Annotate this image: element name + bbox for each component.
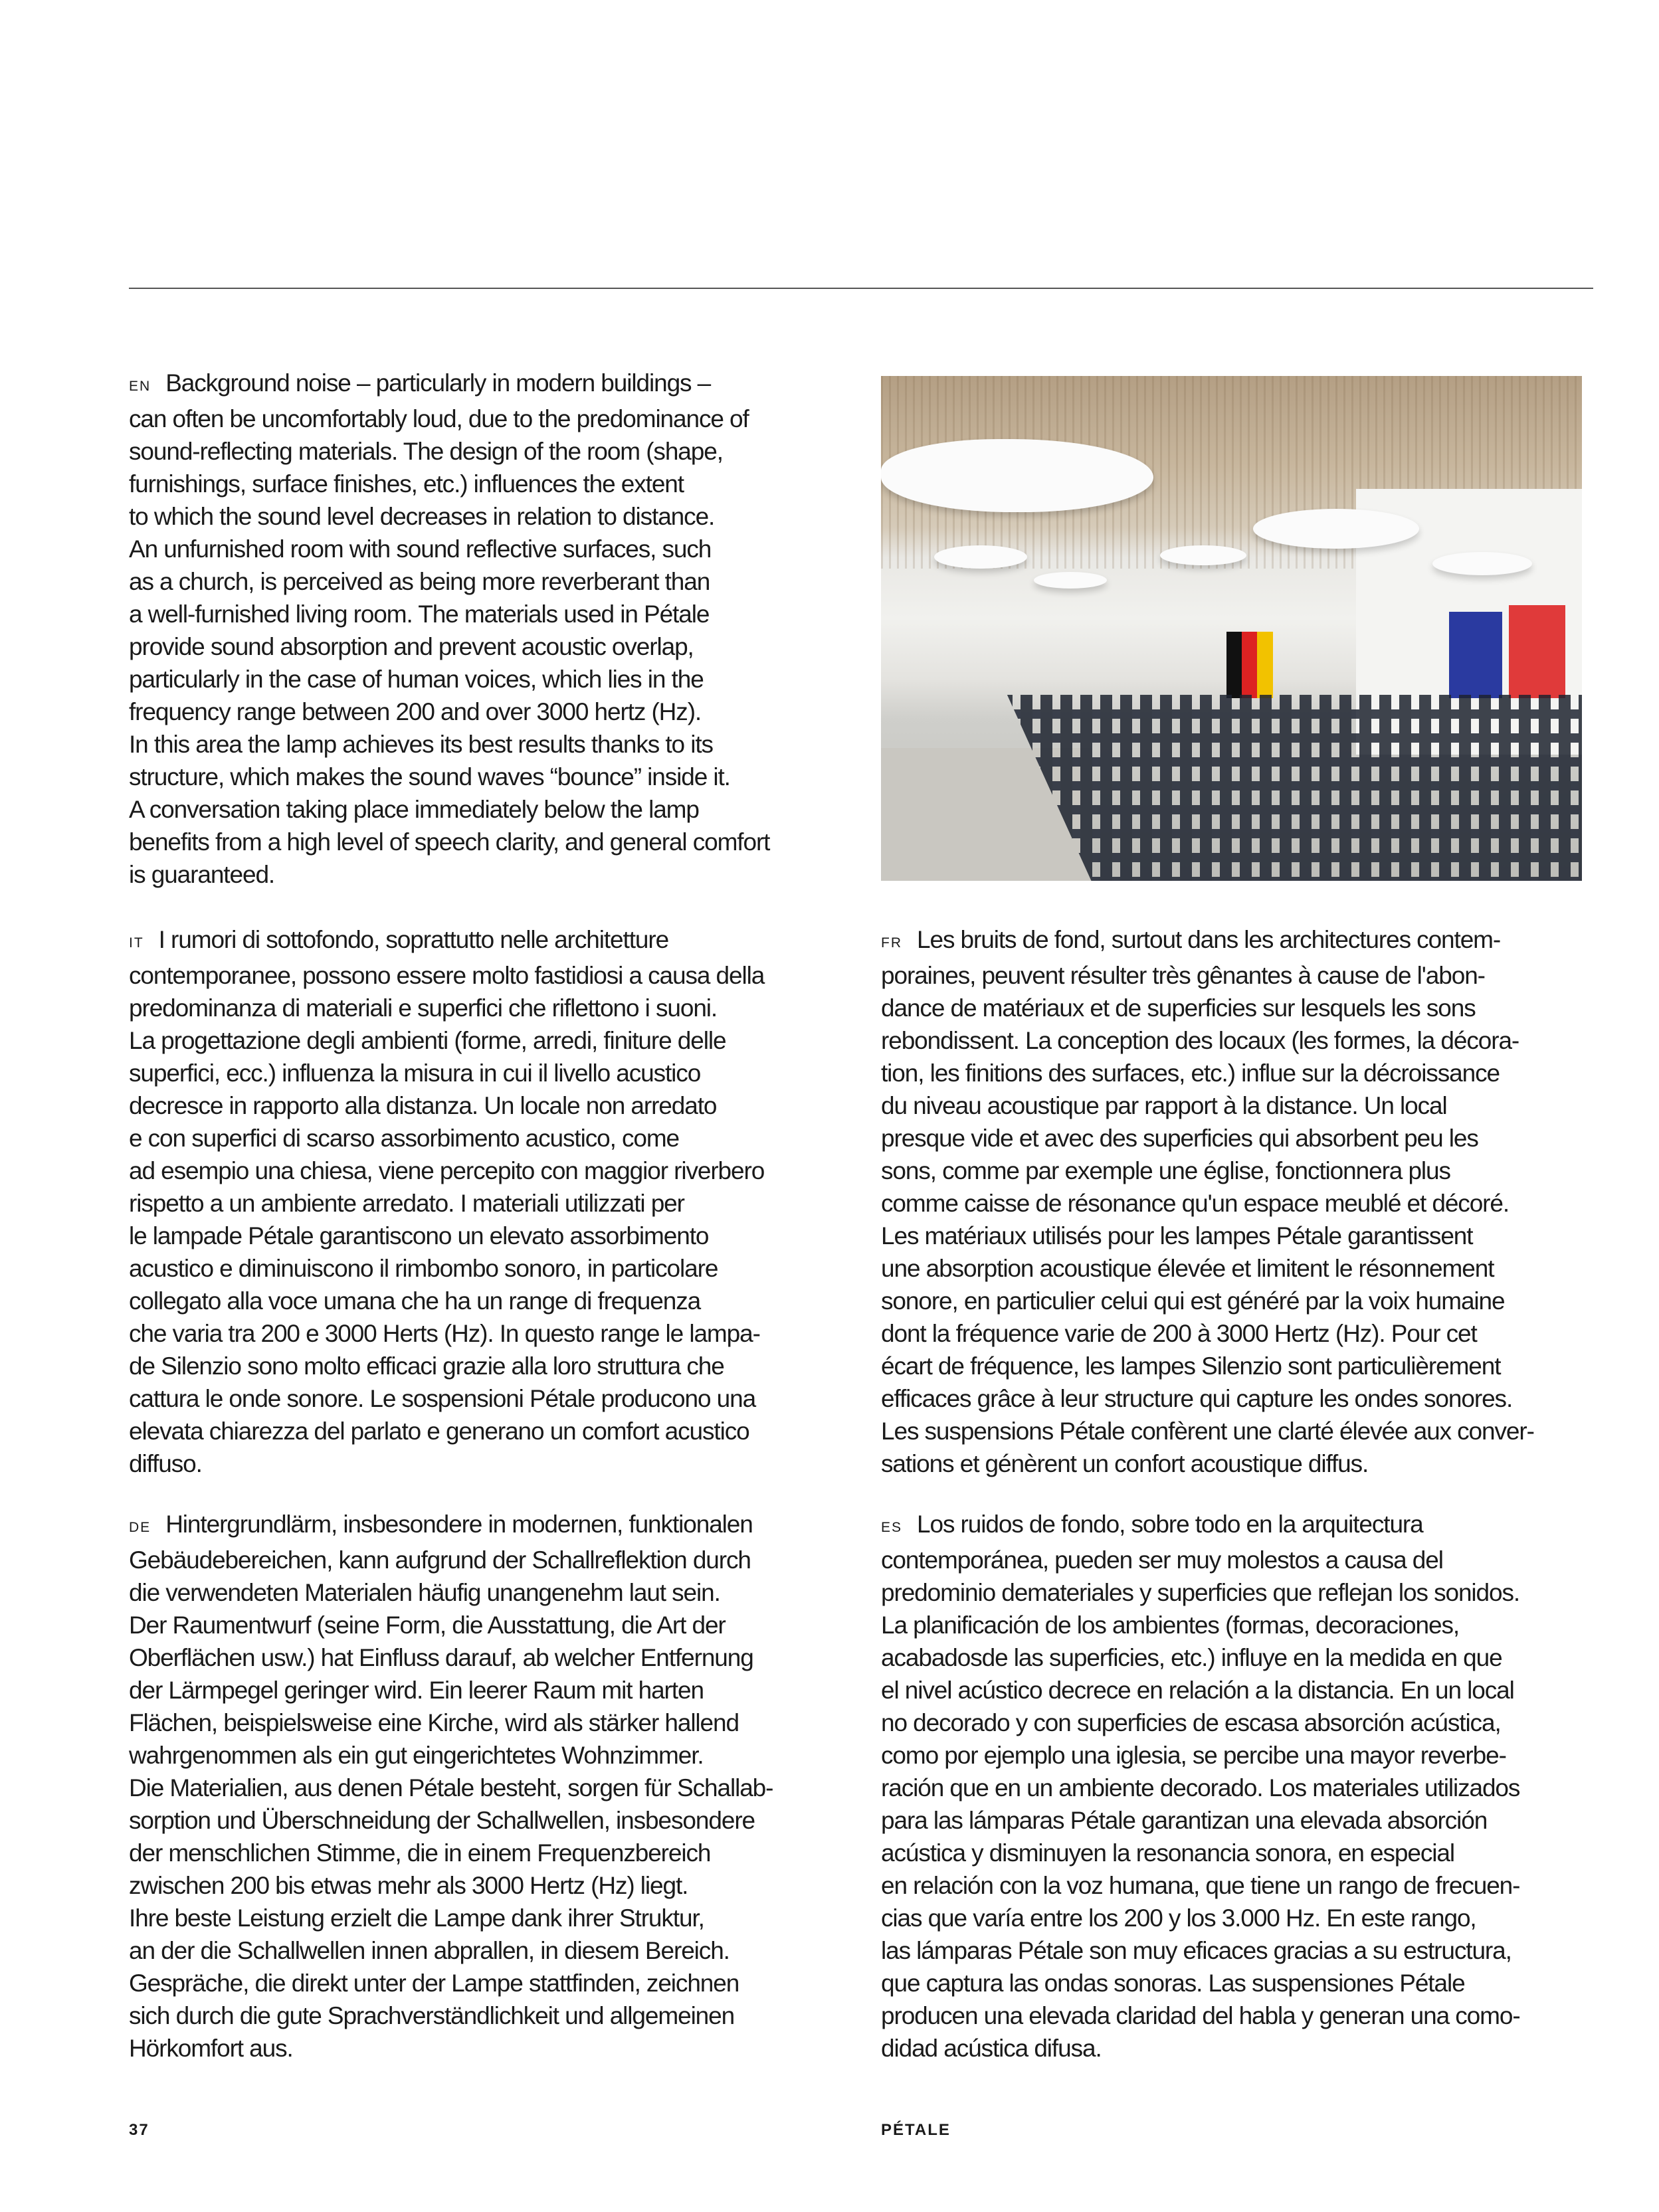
header-rule [129, 288, 1593, 289]
text-line: rebondissent. La conception des locaux (les formes, la décora- [881, 1027, 1519, 1054]
text-line: acabadosde las superficies, etc.) influye en la medida en que [881, 1644, 1502, 1671]
text-line: para las lámparas Pétale garantizan una elevada absorción [881, 1807, 1488, 1834]
text-line: to which the sound level decreases in relation to distance. [129, 503, 715, 530]
text-line: furnishings, surface finishes, etc.) influences the extent [129, 470, 684, 498]
text-line: une absorption acoustique élevée et limitent le résonnement [881, 1255, 1494, 1282]
text-line: as a church, is perceived as being more reverberant than [129, 568, 710, 595]
section-fr [881, 923, 1599, 1480]
text-line [129, 1508, 846, 1544]
text-line: el nivel acústico decrece en relación a la distancia. En un local [881, 1677, 1514, 1704]
text-line: acústica y disminuyen la resonancia sonora, en especial [881, 1839, 1454, 1867]
text-line: tion, les finitions des surfaces, etc.) influe sur la décroissance [881, 1060, 1500, 1087]
text-line: wahrgenommen als ein gut eingerichtetes Wohnzimmer. [129, 1742, 704, 1769]
text-line: ad esempio una chiesa, viene percepito con maggior riverbero [129, 1157, 765, 1184]
text-line: predominio demateriales y superficies que reflejan los sonidos. [881, 1579, 1520, 1606]
text-line: de Silenzio sono molto efficaci grazie alla loro struttura che [129, 1352, 724, 1380]
text-line-content: Los ruidos de fondo, sobre todo en la arquitectura [917, 1511, 1423, 1538]
text-line [881, 923, 1599, 959]
language-label: DE [129, 1520, 151, 1535]
text-line: efficaces grâce à leur structure qui capture les ondes sonores. [881, 1385, 1513, 1412]
text-line: sons, comme par exemple une église, fonctionnera plus [881, 1157, 1450, 1184]
text-line: diffuso. [129, 1450, 202, 1477]
petale-lamp [881, 439, 1153, 512]
section-en [129, 367, 846, 891]
text-line: La planificación de los ambientes (formas, decoraciones, [881, 1612, 1460, 1639]
text-line: a well-furnished living room. The materials used in Pétale [129, 600, 710, 628]
text-line: Der Raumentwurf (seine Form, die Ausstattung, die Art der [129, 1612, 726, 1639]
text-line: Gebäudebereichen, kann aufgrund der Schallreflektion durch [129, 1546, 751, 1574]
petale-lamp [1034, 572, 1107, 589]
conference-room-photo [881, 376, 1582, 881]
language-label: EN [129, 379, 151, 394]
text-line: le lampade Pétale garantiscono un elevato assorbimento [129, 1222, 709, 1249]
text-line: acustico e diminuiscono il rimbombo sonoro, in particolare [129, 1255, 718, 1282]
text-line: cias que varía entre los 200 y los 3.000 Hz. En este rango, [881, 1904, 1476, 1932]
text-line: las lámparas Pétale son muy eficaces gracias a su estructura, [881, 1937, 1512, 1964]
text-line: sations et génèrent un confort acoustique diffus. [881, 1450, 1369, 1477]
text-line: superfici, ecc.) influenza la misura in cui il livello acustico [129, 1060, 701, 1087]
text-line: Oberflächen usw.) hat Einfluss darauf, ab welcher Entfernung [129, 1644, 753, 1671]
text-line: Les matériaux utilisés pour les lampes Pétale garantissent [881, 1222, 1473, 1249]
text-line: elevata chiarezza del parlato e generano un comfort acustico [129, 1418, 749, 1445]
text-line: didad acústica difusa. [881, 2035, 1102, 2062]
text-line: rispetto a un ambiente arredato. I materiali utilizzati per [129, 1190, 684, 1217]
text-line: A conversation taking place immediately below the lamp [129, 796, 699, 823]
text-line: particularly in the case of human voices, which lies in the [129, 666, 704, 693]
text-line: Ihre beste Leistung erzielt die Lampe dank ihrer Struktur, [129, 1904, 704, 1932]
text-line: comme caisse de résonance qu'un espace meublé et décoré. [881, 1190, 1510, 1217]
text-line: is guaranteed. [129, 861, 275, 888]
page-number: 37 [129, 2121, 149, 2139]
text-line: sonore, en particulier celui qui est généré par la voix humaine [881, 1287, 1505, 1315]
text-line: du niveau acoustique par rapport à la distance. Un local [881, 1092, 1447, 1119]
text-line: collegato alla voce umana che ha un range di frequenza [129, 1287, 701, 1315]
running-title: PÉTALE [881, 2121, 951, 2139]
text-line: poraines, peuvent résulter très gênantes à cause de l'abon- [881, 962, 1485, 989]
text-line: In this area the lamp achieves its best results thanks to its [129, 731, 713, 758]
text-line: sich durch die gute Sprachverständlichkeit und allgemeinen [129, 2002, 735, 2029]
text-line: provide sound absorption and prevent acoustic overlap, [129, 633, 694, 660]
text-line: der menschlichen Stimme, die in einem Frequenzbereich [129, 1839, 711, 1867]
language-label: FR [881, 935, 902, 951]
artwork [1226, 632, 1273, 698]
text-line [129, 923, 846, 959]
text-line: decresce in rapporto alla distanza. Un locale non arredato [129, 1092, 717, 1119]
text-line-content: Hintergrundlärm, insbesondere in modernen, funktionalen [165, 1511, 753, 1538]
text-line: ración que en un ambiente decorado. Los materiales utilizados [881, 1774, 1520, 1801]
text-line: Die Materialien, aus denen Pétale besteht, sorgen für Schallab- [129, 1774, 773, 1801]
section-de [129, 1508, 846, 2065]
text-line: an der die Schallwellen innen abprallen, in diesem Bereich. [129, 1937, 730, 1964]
artwork [1509, 605, 1565, 698]
text-line: An unfurnished room with sound reflective surfaces, such [129, 535, 712, 563]
text-line: benefits from a high level of speech clarity, and general comfort [129, 828, 770, 856]
language-label: IT [129, 935, 144, 951]
text-line: no decorado y con superficies de escasa absorción acústica, [881, 1709, 1501, 1736]
text-line: como por ejemplo una iglesia, se percibe una mayor reverbe- [881, 1742, 1506, 1769]
text-line: dont la fréquence varie de 200 à 3000 Hertz (Hz). Pour cet [881, 1320, 1477, 1347]
text-line: e con superfici di scarso assorbimento acustico, come [129, 1125, 680, 1152]
text-line: producen una elevada claridad del habla y generan una como- [881, 2002, 1520, 2029]
text-line: La progettazione degli ambienti (forme, arredi, finiture delle [129, 1027, 726, 1054]
text-line: predominanza di materiali e superfici che riflettono i suoni. [129, 994, 718, 1022]
text-line: en relación con la voz humana, que tiene un rango de frecuen- [881, 1872, 1520, 1899]
text-line [129, 367, 846, 403]
text-line-content: Les bruits de fond, surtout dans les architectures contem- [917, 926, 1501, 953]
text-line: presque vide et avec des superficies qui absorbent peu les [881, 1125, 1478, 1152]
text-line: sound-reflecting materials. The design of the room (shape, [129, 438, 723, 465]
text-line: Les suspensions Pétale confèrent une clarté élevée aux conver- [881, 1418, 1534, 1445]
text-line: Hörkomfort aus. [129, 2035, 293, 2062]
section-es [881, 1508, 1599, 2065]
petale-lamp [1160, 545, 1246, 565]
text-line: structure, which makes the sound waves “bounce” inside it. [129, 763, 730, 790]
text-line: contemporánea, pueden ser muy molestos a causa del [881, 1546, 1443, 1574]
language-label: ES [881, 1520, 903, 1535]
text-line: che varia tra 200 e 3000 Herts (Hz). In questo range le lampa- [129, 1320, 760, 1347]
petale-lamp [934, 545, 1027, 569]
petale-lamp [1253, 509, 1419, 549]
section-it [129, 923, 846, 1480]
artwork [1449, 612, 1502, 698]
text-line: que captura las ondas sonoras. Las suspensiones Pétale [881, 1970, 1465, 1997]
text-line: Gespräche, die direkt unter der Lampe stattfinden, zeichnen [129, 1970, 739, 1997]
text-line: frequency range between 200 and over 3000 hertz (Hz). [129, 698, 702, 725]
text-line-content: Background noise – particularly in modern buildings – [165, 369, 711, 397]
text-line-content: I rumori di sottofondo, soprattutto nelle architetture [158, 926, 669, 953]
text-line: der Lärmpegel geringer wird. Ein leerer Raum mit harten [129, 1677, 704, 1704]
text-line: die verwendeten Materialen häufig unangenehm laut sein. [129, 1579, 720, 1606]
text-line: can often be uncomfortably loud, due to the predominance of [129, 405, 749, 432]
text-line: dance de matériaux et de superficies sur lesquels les sons [881, 994, 1476, 1022]
text-line: écart de fréquence, les lampes Silenzio sont particulièrement [881, 1352, 1501, 1380]
text-line: zwischen 200 bis etwas mehr als 3000 Hertz (Hz) liegt. [129, 1872, 688, 1899]
text-line: sorption und Überschneidung der Schallwellen, insbesondere [129, 1807, 755, 1834]
petale-lamp [1432, 552, 1532, 575]
text-line: cattura le onde sonore. Le sospensioni Pétale producono una [129, 1385, 756, 1412]
text-line: contemporanee, possono essere molto fastidiosi a causa della [129, 962, 765, 989]
text-line [881, 1508, 1599, 1544]
text-line: Flächen, beispielsweise eine Kirche, wird als stärker hallend [129, 1709, 739, 1736]
